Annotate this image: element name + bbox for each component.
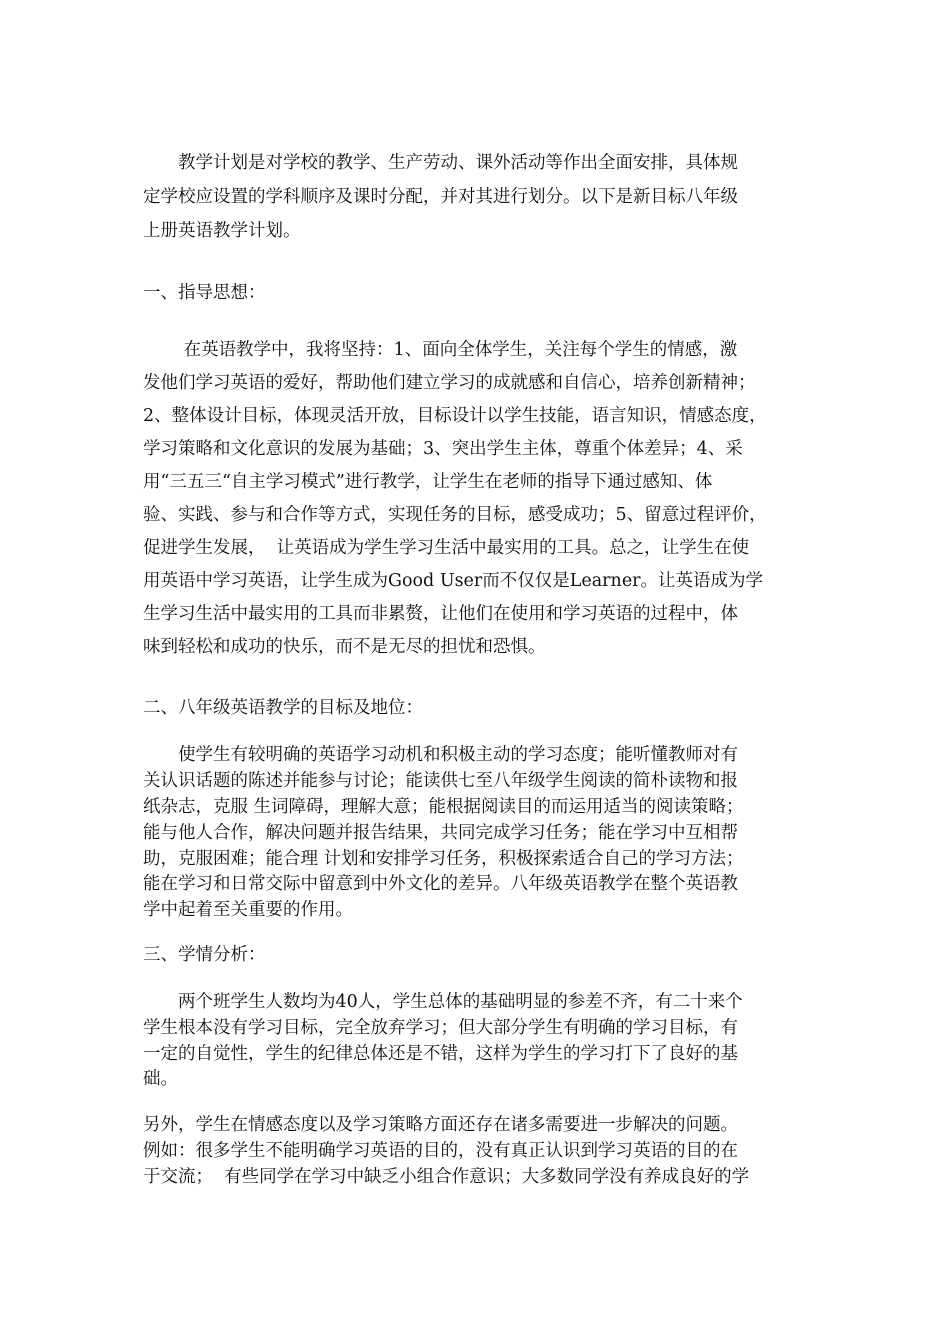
- paragraph-line: 使学生有较明确的英语学习动机和积极主动的学习态度；能听懂教师对有: [143, 745, 738, 765]
- paragraph-line: 纸杂志，克服 生词障碍，理解大意；能根据阅读目的而运用适当的阅读策略；: [143, 797, 744, 817]
- paragraph-line: 验、实践、参与和合作等方式，实现任务的目标，感受成功；5、留意过程评价，: [143, 505, 767, 525]
- paragraph-line: 用英语中学习英语，让学生成为Good User而不仅仅是Learner。让英语成为学: [143, 571, 764, 591]
- paragraph-line: 发他们学习英语的爱好，帮助他们建立学习的成就感和自信心，培养创新精神；: [143, 373, 756, 393]
- paragraph-line: 能与他人合作，解决问题并报告结果，共同完成学习任务；能在学习中互相帮: [143, 823, 738, 843]
- paragraph-line: 学生根本没有学习目标，完全放弃学习；但大部分学生有明确的学习目标，有: [143, 1018, 738, 1038]
- paragraph-line: 用“三五三“自主学习模式”进行教学，让学生在老师的指导下通过感知、体: [143, 472, 713, 492]
- section-heading: 一、指导思想：: [143, 283, 266, 303]
- paragraph-line: 学习策略和文化意识的发展为基础；3、突出学生主体，尊重个体差异；4、采: [143, 439, 743, 459]
- intro-line: 定学校应设置的学科顺序及课时分配，并对其进行划分。以下是新目标八年级: [143, 187, 738, 207]
- paragraph-line: 能在学习和日常交际中留意到中外文化的差异。八年级英语教学在整个英语教: [143, 874, 738, 894]
- paragraph-line: 助，克服困难；能合理 计划和安排学习任务，积极探索适合自己的学习方法；: [143, 849, 744, 869]
- paragraph-line: 一定的自觉性，学生的纪律总体还是不错，这样为学生的学习打下了良好的基: [143, 1044, 738, 1064]
- paragraph-line: 生学习生活中最实用的工具而非累赘，让他们在使用和学习英语的过程中，体: [143, 604, 738, 624]
- paragraph-line: 关认识话题的陈述并能参与讨论；能读供七至八年级学生阅读的简朴读物和报: [143, 771, 738, 791]
- intro-line: 教学计划是对学校的教学、生产劳动、课外活动等作出全面安排，具体规: [143, 153, 738, 173]
- paragraph-line: 促进学生发展， 让英语成为学生学习生活中最实用的工具。总之，让学生在使: [143, 538, 750, 558]
- paragraph-line: 味到轻松和成功的快乐，而不是无尽的担忧和恐惧。: [143, 637, 546, 657]
- paragraph-line: 两个班学生人数均为40人，学生总体的基础明显的参差不齐，有二十来个: [143, 992, 743, 1012]
- paragraph-line: 另外，学生在情感态度以及学习策略方面还存在诸多需要进一步解决的问题。: [143, 1115, 738, 1135]
- paragraph-line: 于交流； 有些同学在学习中缺乏小组合作意识；大多数同学没有养成良好的学: [143, 1167, 750, 1187]
- section-heading: 二、八年级英语教学的目标及地位：: [143, 698, 423, 718]
- paragraph-line: 学中起着至关重要的作用。: [143, 900, 353, 920]
- paragraph-line: 在英语教学中，我将坚持：1、面向全体学生，关注每个学生的情感，激: [143, 340, 738, 360]
- paragraph-line: 2、整体设计目标，体现灵活开放，目标设计以学生技能，语言知识，情感态度，: [143, 406, 767, 426]
- paragraph-line: 础。: [143, 1069, 178, 1089]
- section-heading: 三、学情分析：: [143, 945, 266, 965]
- intro-line: 上册英语教学计划。: [143, 221, 301, 241]
- paragraph-line: 例如：很多学生不能明确学习英语的目的，没有真正认识到学习英语的目的在: [143, 1141, 738, 1161]
